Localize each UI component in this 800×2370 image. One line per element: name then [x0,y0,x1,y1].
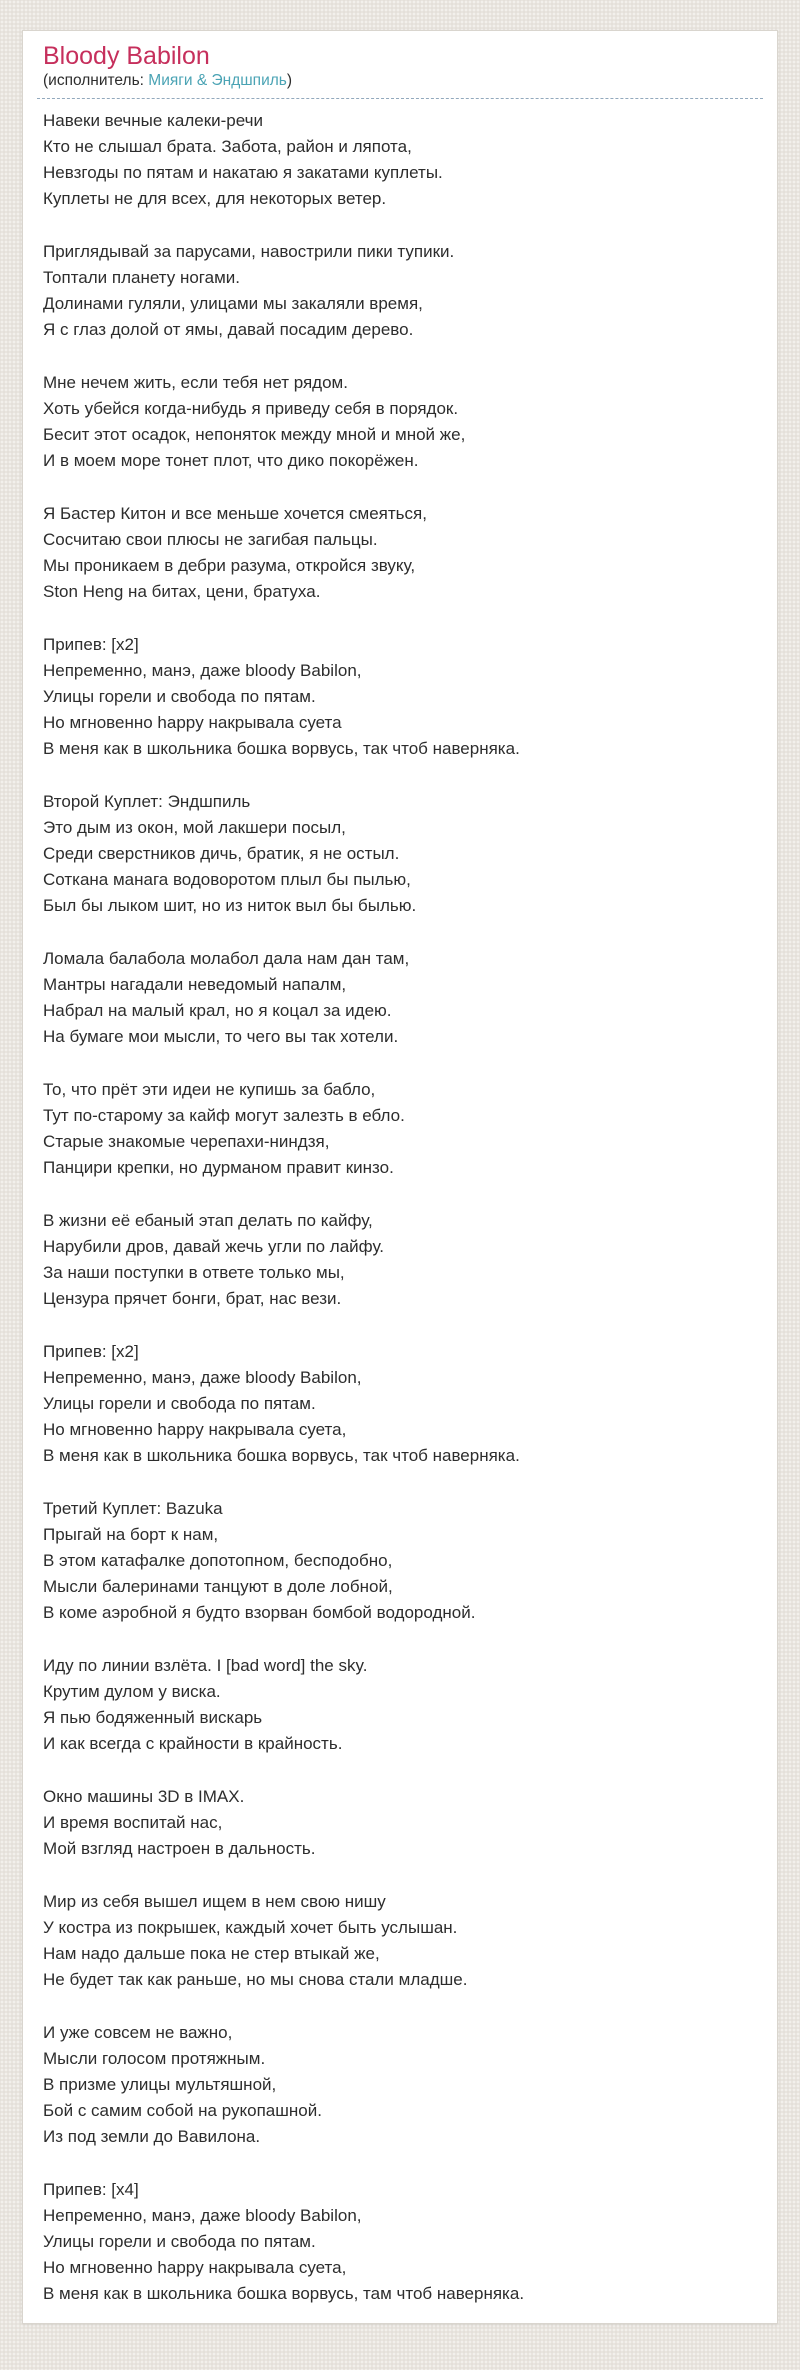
lyric-line: Соткана манага водоворотом плыл бы пылью, [43,870,411,889]
stanza [43,1208,757,1312]
lyric-line: Невзгоды по пятам и накатаю я закатами куплеты. [43,163,443,182]
artist-suffix: ) [286,72,293,89]
lyric-line: В меня как в школьника бошка ворвусь, так чтоб наверняка. [43,739,520,758]
lyric-line: Хоть убейся когда-нибудь я приведу себя в порядок. [43,399,459,418]
lyric-line: Улицы горели и свобода по пятам. [43,687,316,706]
artist-line [37,71,763,99]
lyric-line: Тут по-старому за кайф могут залезть в ебло. [43,1106,405,1125]
stanza [43,239,757,343]
lyric-line: Цензура прячет бонги, брат, нас вези. [43,1289,342,1308]
lyric-line: В меня как в школьника бошка ворвусь, так чтоб наверняка. [43,1446,520,1465]
lyric-line: Среди сверстников дичь, братик, я не остыл. [43,844,400,863]
lyric-line: Припев: [x4] [43,2180,139,2199]
lyric-line: Куплеты не для всех, для некоторых ветер. [43,189,387,208]
stanza [43,2020,757,2150]
lyric-line: Третий Куплет: Bazuka [43,1499,223,1518]
lyric-line: Мне нечем жить, если тебя нет рядом. [43,373,348,392]
lyric-line: Я пью бодяженный вискарь [43,1708,263,1727]
lyric-line: В коме аэробной я будто взорван бомбой водородной. [43,1603,476,1622]
header [43,41,757,99]
stanza [43,1784,757,1862]
lyric-line: Прыгай на борт к нам, [43,1525,219,1544]
lyric-line: В жизни её ебаный этап делать по кайфу, [43,1211,373,1230]
lyric-line: Припев: [x2] [43,1342,139,1361]
lyric-line: Второй Куплет: Эндшпиль [43,792,251,811]
lyric-line: То, что прёт эти идеи не купишь за бабло, [43,1080,376,1099]
stanza [43,1339,757,1469]
stanza [43,1077,757,1181]
lyric-line: Бесит этот осадок, непоняток между мной и мной же, [43,425,466,444]
lyric-line: Топтали планету ногами. [43,268,240,287]
lyric-line: Мир из себя вышел ищем в нем свою нишу [43,1892,386,1911]
stanza [43,632,757,762]
lyric-line: Улицы горели и свобода по пятам. [43,1394,316,1413]
stanza [43,1889,757,1993]
lyric-line: В меня как в школьника бошка ворвусь, там чтоб наверняка. [43,2284,525,2303]
lyric-line: Ston Heng на битах, цени, братуха. [43,582,321,601]
lyric-line: В этом катафалке допотопном, бесподобно, [43,1551,393,1570]
lyric-line: Припев: [x2] [43,635,139,654]
lyric-line: За наши поступки в ответе только мы, [43,1263,345,1282]
artist-link[interactable]: Мияги & Эндшпиль [148,72,287,89]
lyric-line: Нам надо дальше пока не стер втыкай же, [43,1944,380,1963]
stanza [43,1496,757,1626]
stanza [43,501,757,605]
lyric-line: Мантры нагадали неведомый напалм, [43,975,347,994]
stanza [43,2177,757,2307]
lyric-line: В призме улицы мультяшной, [43,2075,277,2094]
lyric-line: Ломала балабола молабол дала нам дан там, [43,949,410,968]
lyric-line: Нарубили дров, давай жечь угли по лайфу. [43,1237,384,1256]
song-title: Bloody Babilon [43,42,210,70]
stanza [43,789,757,919]
lyric-line: Но мгновенно happy накрывала суета, [43,1420,347,1439]
lyric-line: Мы проникаем в дебри разума, откройся звуку, [43,556,416,575]
stanza [43,946,757,1050]
lyric-line: Непременно, манэ, даже bloody Babilon, [43,661,362,680]
artist-prefix: (исполнитель: [43,72,149,89]
stanza [43,370,757,474]
lyric-line: Из под земли до Вавилона. [43,2127,261,2146]
stanza [43,1653,757,1757]
lyric-line: Навеки вечные калеки-речи [43,111,263,130]
lyric-line: Бой с самим собой на рукопашной. [43,2101,322,2120]
lyric-line: Непременно, манэ, даже bloody Babilon, [43,1368,362,1387]
lyric-line: У костра из покрышек, каждый хочет быть услышан. [43,1918,458,1937]
lyric-line: Окно машины 3D в IMAX. [43,1787,245,1806]
lyric-line: Я Бастер Китон и все меньше хочется смеяться, [43,504,427,523]
lyric-line: Мысли голосом протяжным. [43,2049,266,2068]
lyric-line: Сосчитаю свои плюсы не загибая пальцы. [43,530,378,549]
lyric-line: Мой взгляд настроен в дальность. [43,1839,316,1858]
lyric-line: На бумаге мои мысли, то чего вы так хотели. [43,1027,399,1046]
lyrics-text [43,99,757,2307]
lyric-line: Долинами гуляли, улицами мы закаляли время, [43,294,423,313]
lyric-line: Кто не слышал брата. Забота, район и ляпота, [43,137,412,156]
lyric-line: Был бы лыком шит, но из ниток выл бы былью. [43,896,417,915]
lyric-line: Иду по линии взлёта. I [bad word] the sky. [43,1656,368,1675]
lyric-line: Улицы горели и свобода по пятам. [43,2232,316,2251]
lyric-line: И время воспитай нас, [43,1813,223,1832]
lyric-line: Но мгновенно happy накрывала суета [43,713,342,732]
lyrics-card [22,30,778,2324]
lyric-line: Не будет так как раньше, но мы снова стали младше. [43,1970,468,1989]
lyric-line: Мысли балеринами танцуют в доле лобной, [43,1577,393,1596]
lyric-line: И в моем море тонет плот, что дико покорёжен. [43,451,419,470]
lyric-line: Но мгновенно happy накрывала суета, [43,2258,347,2277]
lyric-line: И уже совсем не важно, [43,2023,233,2042]
lyric-line: Старые знакомые черепахи-ниндзя, [43,1132,330,1151]
lyric-line: И как всегда с крайности в крайность. [43,1734,343,1753]
lyric-line: Это дым из окон, мой лакшери посыл, [43,818,346,837]
lyric-line: Крутим дулом у виска. [43,1682,221,1701]
lyric-line: Непременно, манэ, даже bloody Babilon, [43,2206,362,2225]
lyric-line: Набрал на малый крал, но я коцал за идею. [43,1001,392,1020]
stanza [43,108,757,212]
lyric-line: Панцири крепки, но дурманом правит кинзо. [43,1158,394,1177]
lyric-line: Приглядывай за парусами, навострили пики тупики. [43,242,455,261]
lyric-line: Я с глаз долой от ямы, давай посадим дерево. [43,320,414,339]
